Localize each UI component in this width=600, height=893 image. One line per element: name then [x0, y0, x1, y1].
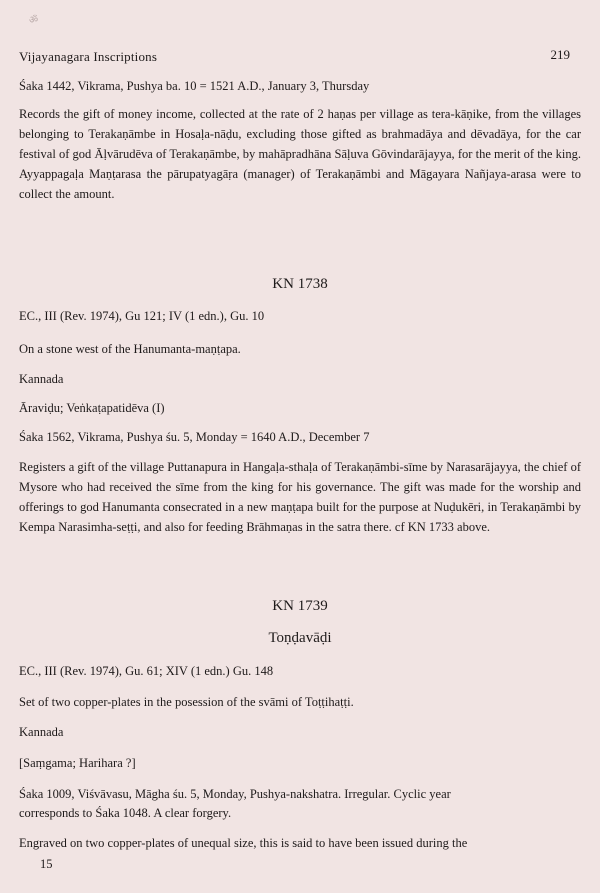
reference-line: EC., III (Rev. 1974), Gu 121; IV (1 edn.), Gu. 10: [19, 309, 265, 323]
date-line: Śaka 1009, Viśvāvasu, Māgha śu. 5, Monday, Pushya-nakshatra. Irregular. Cyclic year: [19, 787, 451, 801]
inscription-text: Records the gift of money income, collected at the rate of 2 haṇas per village as tera-kāṇike, from the villages belonging to Terakaṇāmbe in Hosaḷa-nāḍu, excluding those gifted as brahmadāya and dēvadāya, for the car festival of god Āḷvārudēva of Terakaṇāmbe, by mahāpradhāna Sāḷuva Gōvindarājayya, for the merit of the king. Ayyappagaḷa Maṇṭarasa the pārupatyagāṛa (manager) of Terakaṇāmbi and Māgayara Nañjaya-arasa were to collect the amount.: [19, 107, 581, 201]
dynasty-line: [Saṃgama; Harihara ?]: [19, 756, 136, 770]
date-line: Śaka 1442, Vikrama, Pushya ba. 10 = 1521 A.D., January 3, Thursday: [19, 79, 370, 93]
place-heading: Toṇḍavāḍi: [268, 630, 332, 646]
dynasty-line: Āraviḍu; Veṅkaṭapatidēva (I): [19, 401, 165, 415]
inscription-text: Engraved on two copper-plates of unequal size, this is said to have been issued during the: [19, 836, 468, 850]
language-line: Kannada: [19, 725, 64, 739]
date-line: Śaka 1562, Vikrama, Pushya śu. 5, Monday = 1640 A.D., December 7: [19, 430, 370, 444]
corner-mark: ॐ: [29, 15, 39, 26]
page-number: 219: [550, 47, 570, 62]
location-line: On a stone west of the Hanumanta-maṇṭapa.: [19, 342, 241, 356]
description-line: Set of two copper-plates in the posession of the svāmi of Toṭṭihaṭṭi.: [19, 695, 354, 709]
signature-mark: 15: [40, 857, 53, 871]
inscription-text: Registers a gift of the village Puttanapura in Hangaḷa-sthaḷa of Terakaṇāmbi-sīme by Narasarājayya, the chief of Mysore who had received the sīme from the king for his governance. The gift was made for the worship and offerings to god Hanumanta consecrated in a new maṇṭapa built for the purpose at Nuḍukēri, in Terakaṇāmbi by Kempa Narasimha-seṭṭi, and also for feeding Brāhmaṇas in the satra there. cf KN 1733 above.: [19, 460, 581, 534]
entry-heading-kn1738: KN 1738: [272, 276, 328, 292]
reference-line: EC., III (Rev. 1974), Gu. 61; XIV (1 edn.) Gu. 148: [19, 664, 274, 678]
date-line-continued: corresponds to Śaka 1048. A clear forgery.: [19, 806, 232, 820]
language-line: Kannada: [19, 372, 64, 386]
entry-heading-kn1739: KN 1739: [272, 598, 328, 614]
running-title: Vijayanagara Inscriptions: [19, 49, 158, 64]
